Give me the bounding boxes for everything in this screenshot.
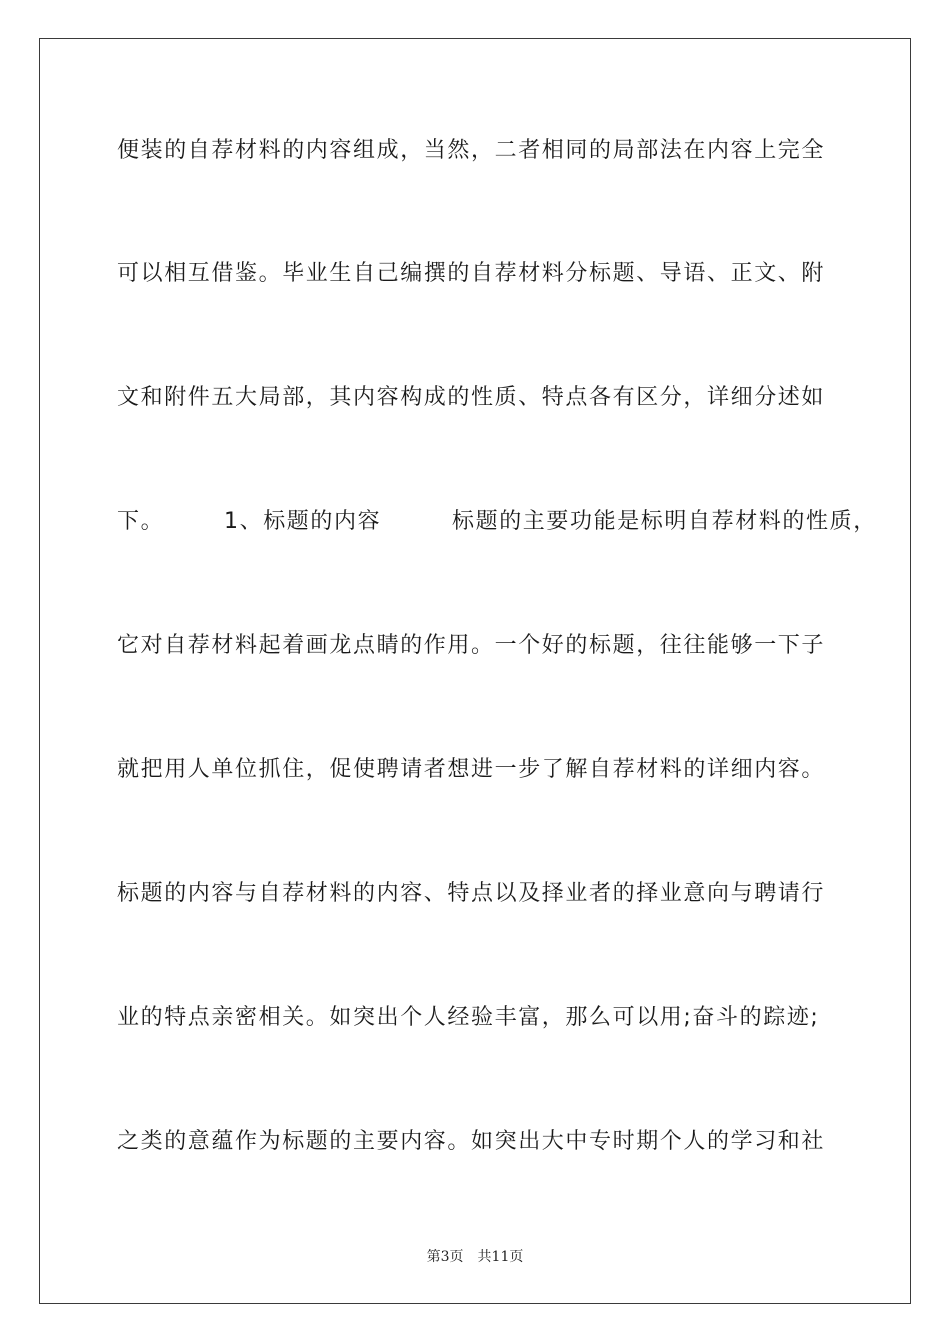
body-text-line: 业的特点亲密相关。如突出个人经验丰富，那么可以用;奋斗的踪迹; xyxy=(117,1005,820,1030)
body-text-line: 下。 1、标题的内容 标题的主要功能是标明自荐材料的性质， xyxy=(117,509,877,534)
body-text-line: 便装的自荐材料的内容组成，当然，二者相同的局部法在内容上完全 xyxy=(117,138,826,163)
body-text-line: 标题的内容与自荐材料的内容、特点以及择业者的择业意向与聘请行 xyxy=(117,881,826,906)
body-text-line: 可以相互借鉴。毕业生自己编撰的自荐材料分标题、导语、正文、附 xyxy=(117,261,826,286)
body-text-line: 就把用人单位抓住，促使聘请者想进一步了解自荐材料的详细内容。 xyxy=(117,757,826,782)
page-frame xyxy=(39,38,911,1304)
page-number-footer: 第3页 共11页 xyxy=(426,1249,524,1265)
body-text-line: 它对自荐材料起着画龙点睛的作用。一个好的标题，往往能够一下子 xyxy=(117,633,826,658)
body-text-line: 文和附件五大局部，其内容构成的性质、特点各有区分，详细分述如 xyxy=(117,385,826,410)
body-text-line: 之类的意蕴作为标题的主要内容。如突出大中专时期个人的学习和社 xyxy=(117,1129,826,1154)
